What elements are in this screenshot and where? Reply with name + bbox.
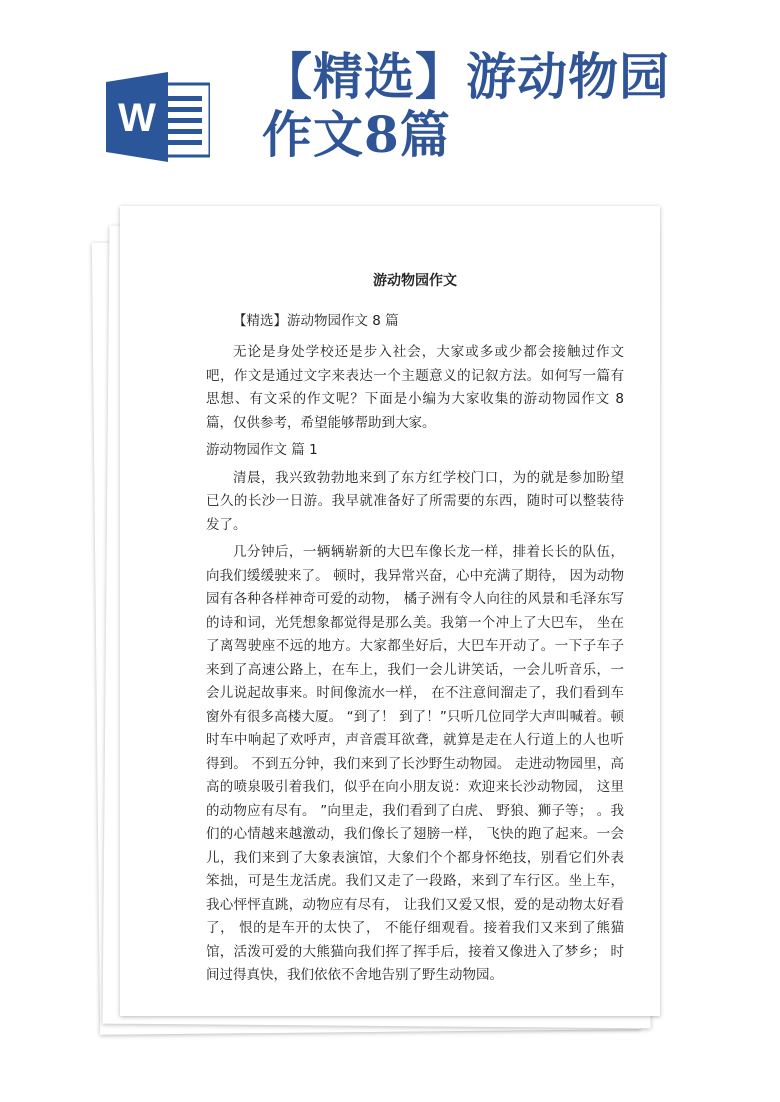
paragraph-1: 清晨，我兴致勃勃地来到了东方红学校门口，为的就是参加盼望已久的长沙一日游。我早就准备好了所需要的东西，随时可以整装待发了。 — [206, 469, 624, 533]
front-page — [120, 206, 660, 1016]
document-subtitle: 【精选】游动物园作文 8 篇 — [233, 312, 399, 329]
page-title-line1: 【精选】游动物园 — [262, 47, 670, 106]
page-title-line2: 作文8篇 — [262, 105, 451, 164]
document-preview — [96, 206, 680, 1042]
page-header — [0, 0, 780, 200]
word-doc-icon — [106, 72, 210, 162]
page-title — [262, 48, 762, 164]
section-heading: 游动物园作文 篇 1 — [206, 442, 318, 458]
document-title: 游动物园作文 — [373, 273, 457, 289]
document-body — [206, 270, 624, 988]
word-logo-letter: W — [118, 96, 156, 140]
intro-paragraph: 无论是身处学校还是步入社会，大家或多或少都会接触过作文吧，作文是通过文字来表达一个主题意义的记叙方法。如何写一篇有思想、有文采的作文呢？下面是小编为大家收集的游动物园作文 8 篇，仅供参考，希望能够帮助到大家。 — [206, 344, 624, 431]
paragraph-2: 几分钟后，一辆辆崭新的大巴车像长龙一样，排着长长的队伍，向我们缓缓驶来了。 顿时，我异常兴奋，心中充满了期待， 因为动物园有各种各样神奇可爱的动物， 橘子洲有令人向往的风景和毛泽东写的诗和词，光凭想象都觉得是那么美。我第一个冲上了大巴车， 坐在了离驾驶座不远的地方。大家都坐好后，大巴车开动了。一下子车子来到了高速公路上，在车上，我们一会儿讲笑话，一会儿听音乐，一会儿说起故事来。时间像流水一样， 在不注意间溜走了，我们看到车窗外有很多高楼大厦。 “到了！ 到了！”只听几位同学大声叫喊着。顿时车中响起了欢呼声，声音震耳欲聋，就算是走在人行道上的人也听得到。 不到五分钟，我们来到了长沙野生动物园。 走进动物园里，高高的喷泉吸引着我们，似乎在向小朋友说：欢迎来长沙动物园， 这里的动物应有尽有。 ”向里走，我们看到了白虎、 野狼、狮子等； 。我们的心情越来越激动，我们像长了翅膀一样， 飞快的跑了起来。一会儿，我们来到了大象表演馆，大象们个个都身怀绝技，别看它们外表笨拙，可是生龙活虎。我们又走了一段路，来到了车行区。坐上车，我心怦怦直跳，动物应有尽有， 让我们又爱又恨，爱的是动物太好看了， 恨的是车开的太快了， 不能仔细观看。接着我们又来到了熊猫馆，活泼可爱的大熊猫向我们挥了挥手后，接着又像进入了梦乡； 时间过得真快，我们依依不舍地告别了野生动物园。 — [206, 544, 624, 983]
